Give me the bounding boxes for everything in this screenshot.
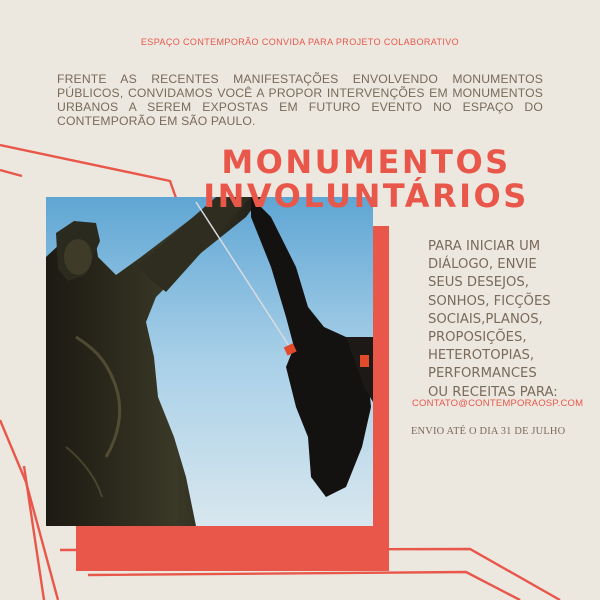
body-line: PARA INICIAR UM	[428, 239, 541, 254]
body-line: SONHOS, FICÇÕES	[428, 293, 551, 309]
contact-email: CONTATO@CONTEMPORAOSP.COM	[412, 398, 584, 409]
body-line: SOCIAIS,PLANOS,	[428, 311, 543, 327]
call-to-action-text	[428, 238, 598, 402]
body-line: SEUS DESEJOS,	[428, 275, 529, 291]
title-line-2: INVOLUNTÁRIOS	[203, 177, 529, 215]
deco-line-left	[0, 170, 22, 176]
statue-photo	[46, 197, 373, 526]
body-line: DIÁLOGO, ENVIE	[428, 257, 537, 273]
deco-line-bottom-base-2	[88, 572, 520, 600]
body-line: HETEROTOPIAS,	[428, 348, 535, 364]
body-line: PERFORMANCES	[428, 366, 537, 382]
deadline-text: ENVIO ATÉ O DIA 31 DE JULHO	[411, 426, 566, 437]
title-line-1: MONUMENTOS	[221, 143, 511, 181]
intro-paragraph: FRENTE AS RECENTES MANIFESTAÇÕES ENVOLVENDO MONUMENTOS PÚBLICOS, CONVIDAMOS VOCÊ A PROPOR INTERVENÇÕES EM MONUMENTOS URBANOS A SEREM EXPOSTAS EM FUTURO EVENTO NO ESPAÇO DO CONTEMPORÃO EM SÃO PAULO.	[57, 72, 543, 128]
body-line: OU RECEITAS PARA:	[428, 384, 558, 400]
body-line: PROPOSIÇÕES,	[428, 330, 527, 346]
invite-line: ESPAÇO CONTEMPORÃO CONVIDA PARA PROJETO COLABORATIVO	[140, 37, 460, 47]
title	[136, 145, 596, 213]
